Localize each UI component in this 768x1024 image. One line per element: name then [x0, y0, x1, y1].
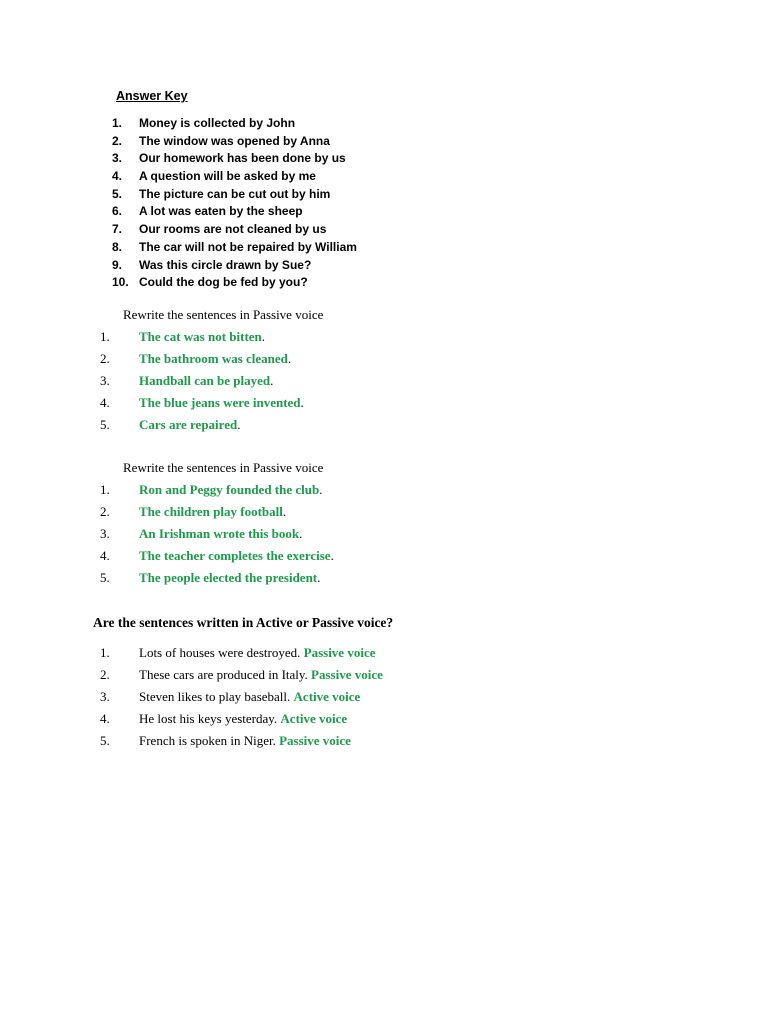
item-text: Our homework has been done by us [139, 151, 346, 166]
answer-text: The cat was not bitten [139, 329, 262, 344]
answer-key-list [112, 115, 512, 292]
list-item [100, 523, 600, 545]
sentence-text: Steven likes to play baseball. [139, 689, 291, 704]
sentence-text: He lost his keys yesterday. [139, 711, 278, 726]
exercise-2-list [100, 479, 600, 589]
list-item [100, 567, 600, 589]
sentence-text: These cars are produced in Italy. [139, 667, 308, 682]
answer-text: Active voice [280, 711, 348, 726]
item-number: 2. [100, 351, 110, 366]
answer-text: The children play football [139, 504, 283, 519]
item-number: 2. [112, 133, 123, 148]
list-item [100, 686, 600, 708]
item-number: 2. [100, 504, 110, 519]
item-number: 1. [112, 116, 123, 130]
item-number: 8. [112, 239, 123, 254]
list-item [112, 239, 512, 257]
answer-text: Ron and Peggy founded the club [139, 482, 320, 497]
list-item [100, 479, 600, 501]
answer-text: The blue jeans were invented [139, 395, 301, 410]
item-number: 2. [100, 667, 110, 682]
item-period: . [270, 373, 274, 388]
answer-text: Passive voice [279, 733, 351, 748]
exercise-1-list [100, 326, 600, 436]
item-text: Was this circle drawn by Sue? [139, 257, 312, 272]
answer-text: Passive voice [303, 645, 376, 660]
list-item [100, 370, 600, 392]
item-text: A lot was eaten by the sheep [139, 204, 303, 219]
answer-key-title: Answer Key [116, 89, 188, 103]
item-number: 1. [100, 329, 110, 344]
item-number: 9. [112, 257, 123, 272]
item-text: The car will not be repaired by William [139, 239, 357, 254]
list-item [100, 392, 600, 414]
item-period: . [300, 395, 304, 410]
item-period: . [319, 482, 323, 497]
list-item [100, 642, 600, 664]
answer-text: The people elected the president [139, 570, 318, 585]
item-number: 4. [100, 548, 110, 563]
list-item [112, 274, 512, 292]
item-period: . [237, 417, 241, 432]
exercise-3-list [100, 642, 600, 752]
list-item [112, 221, 512, 239]
item-number: 3. [112, 151, 123, 166]
item-number: 10. [112, 275, 129, 290]
item-number: 5. [112, 186, 123, 201]
item-text: Could the dog be fed by you? [139, 275, 308, 290]
exercise-3-title: Are the sentences written in Active or Passive voice? [93, 615, 394, 630]
sentence-text: Lots of houses were destroyed. [139, 645, 301, 660]
list-item [100, 664, 600, 686]
item-number: 3. [100, 373, 110, 388]
list-item [100, 326, 600, 348]
list-item [112, 168, 512, 186]
answer-text: The bathroom was cleaned [139, 351, 288, 366]
item-number: 5. [100, 733, 110, 748]
item-number: 6. [112, 204, 123, 219]
item-number: 4. [100, 711, 110, 726]
item-text: Our rooms are not cleaned by us [139, 222, 327, 237]
item-number: 4. [100, 395, 110, 410]
list-item [100, 545, 600, 567]
answer-text: Handball can be played [139, 373, 271, 388]
answer-text: Cars are repaired [139, 417, 238, 432]
item-number: 4. [112, 169, 123, 184]
answer-text: Passive voice [311, 667, 383, 682]
answer-text: The teacher completes the exercise [139, 548, 331, 563]
exercise-2-instruction: Rewrite the sentences in Passive voice [123, 460, 324, 475]
exercise-1-instruction: Rewrite the sentences in Passive voice [123, 307, 324, 322]
item-number: 3. [100, 526, 110, 541]
answer-text: An Irishman wrote this book [139, 526, 300, 541]
item-period: . [330, 548, 334, 563]
item-period: . [282, 504, 287, 519]
list-item [112, 133, 512, 151]
item-period: . [287, 351, 292, 366]
sentence-text: French is spoken in Niger. [139, 733, 276, 748]
item-period: . [299, 526, 303, 541]
item-number: 1. [100, 482, 110, 497]
list-item [100, 414, 600, 436]
answer-text: Active voice [293, 689, 361, 704]
list-item [112, 150, 512, 168]
item-period: . [261, 329, 266, 344]
item-text: The window was opened by Anna [139, 133, 330, 148]
item-number: 3. [100, 689, 110, 704]
list-item [112, 257, 512, 275]
list-item [100, 730, 600, 752]
list-item [112, 203, 512, 221]
item-number: 5. [100, 570, 110, 585]
item-number: 1. [100, 645, 110, 660]
item-number: 5. [100, 417, 110, 432]
item-text: Money is collected by John [139, 116, 296, 130]
item-text: The picture can be cut out by him [139, 186, 331, 201]
list-item [112, 186, 512, 204]
list-item [100, 348, 600, 370]
item-number: 7. [112, 222, 123, 237]
item-text: A question will be asked by me [139, 169, 316, 184]
list-item [100, 708, 600, 730]
item-period: . [317, 570, 321, 585]
list-item [100, 501, 600, 523]
list-item [112, 115, 512, 133]
